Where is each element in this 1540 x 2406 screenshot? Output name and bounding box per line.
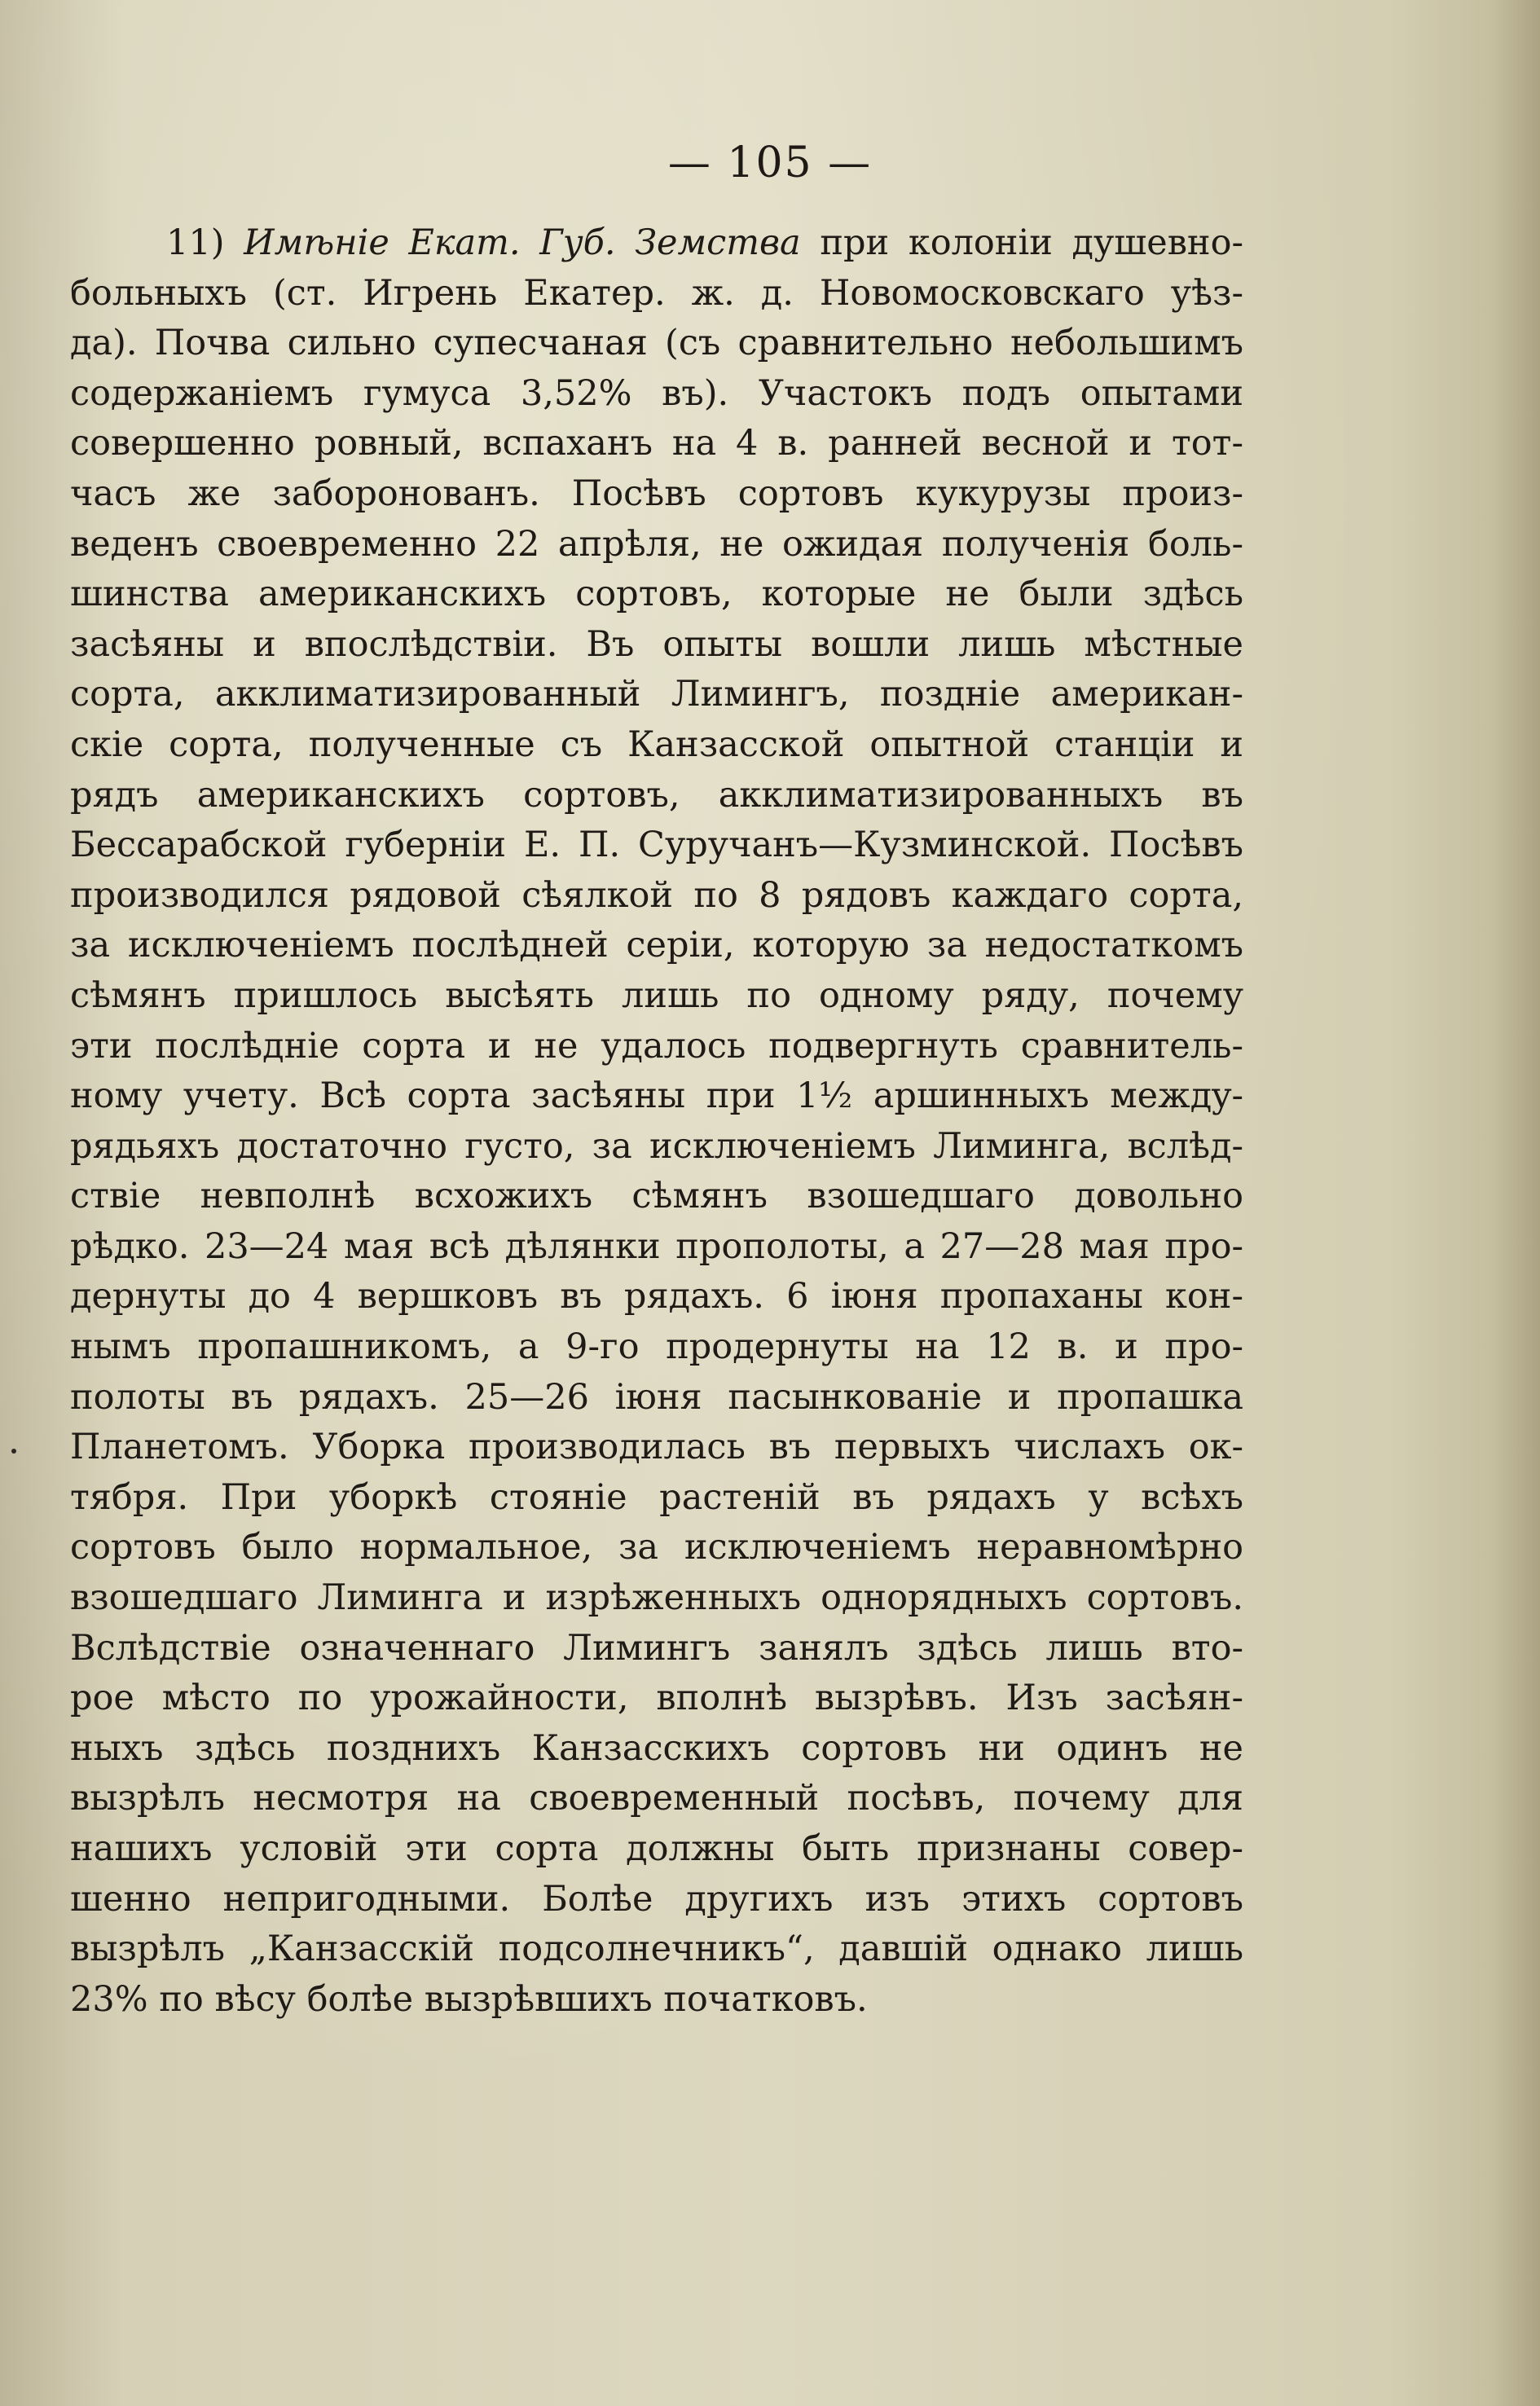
body-paragraph [70, 218, 1243, 2025]
line-1-tail: при колоніи душевно- [800, 222, 1243, 263]
text-line: тября. При уборкѣ стояніе растеній въ рядахъ у всѣхъ [70, 1476, 1243, 1518]
text-line: шинства американскихъ сортовъ, которые не были здѣсь [70, 574, 1243, 615]
text-line-last: 23% по вѣсу болѣе вызрѣвшихъ початковъ. [70, 1978, 868, 2020]
text-line: да). Почва сильно супесчаная (съ сравнительно небольшимъ [70, 323, 1243, 364]
text-line: совершенно ровный, вспаханъ на 4 в. ранней весной и тот- [70, 423, 1243, 464]
text-line: ныхъ здѣсь позднихъ Канзасскихъ сортовъ ни одинъ не [70, 1727, 1243, 1769]
text-line: засѣяны и впослѣдствіи. Въ опыты вошли лишь мѣстные [70, 623, 1243, 665]
text-line: полоты въ рядахъ. 25—26 іюня пасынкованіе и пропашка [70, 1376, 1243, 1418]
margin-speck [11, 1449, 16, 1454]
item-number: 11) [166, 222, 225, 263]
text-line: производился рядовой сѣялкой по 8 рядовъ каждаго сорта, [70, 874, 1243, 916]
estate-title: Имѣніе Екат. Губ. Земства [244, 222, 801, 263]
text-line: содержаніемъ гумуса 3,52% въ). Участокъ подъ опытами [70, 372, 1243, 414]
text-line: Бессарабской губерніи Е. П. Суручанъ—Кузминской. Посѣвъ [70, 825, 1243, 866]
text-line: сѣмянъ пришлось высѣять лишь по одному ряду, почему [70, 974, 1243, 1016]
text-line: нашихъ условій эти сорта должны быть признаны совер- [70, 1828, 1243, 1869]
text-line: ствіе невполнѣ всхожихъ сѣмянъ взошедшаго довольно [70, 1176, 1243, 1217]
text-line: рѣдко. 23—24 мая всѣ дѣлянки прополоты, а 27—28 мая про- [70, 1225, 1243, 1267]
text-line: шенно непригодными. Болѣе другихъ изъ этихъ сортовъ [70, 1878, 1243, 1920]
text-line: сортовъ было нормальное, за исключеніемъ неравномѣрно [70, 1527, 1243, 1568]
text-line: ному учету. Всѣ сорта засѣяны при 1½ аршинныхъ междy- [70, 1075, 1243, 1117]
text-line: Вслѣдствіе означеннаго Лимингъ занялъ здѣсь лишь вто- [70, 1627, 1243, 1669]
text-line: сорта, акклиматизированный Лимингъ, поздніе американ- [70, 674, 1243, 715]
text-line: нымъ пропашникомъ, а 9-го продернуты на 12 в. и про- [70, 1326, 1243, 1368]
page-number: — 105 — [667, 139, 873, 187]
text-line: рое мѣсто по урожайности, вполнѣ вызрѣвъ. Изъ засѣян- [70, 1678, 1243, 1719]
text-line: рядъ американскихъ сортовъ, акклиматизированныхъ въ [70, 774, 1243, 816]
text-line: дернуты до 4 вершковъ въ рядахъ. 6 іюня пропаханы кон- [70, 1276, 1243, 1317]
text-line: рядьяхъ достаточно густо, за исключеніемъ Лиминга, вслѣд- [70, 1125, 1243, 1167]
scan-edge-shadow [1491, 0, 1540, 2406]
text-line: больныхъ (ст. Игрень Екатер. ж. д. Новомосковскаго уѣз- [70, 272, 1243, 314]
text-line: веденъ своевременно 22 апрѣля, не ожидая полученія боль- [70, 523, 1243, 565]
text-line: вызрѣлъ „Канзасскій подсолнечникъ“, давшій однако лишь [70, 1929, 1243, 1970]
text-line: часъ же заборонованъ. Посѣвъ сортовъ кукурузы произ- [70, 473, 1243, 514]
text-line: взошедшаго Лиминга и изрѣженныхъ однорядныхъ сортовъ. [70, 1577, 1243, 1619]
text-line: скіе сорта, полученные съ Канзасской опытной станціи и [70, 724, 1243, 765]
text-line: эти послѣдніе сорта и не удалось подвергнуть сравнитель- [70, 1025, 1243, 1067]
text-line: за исключеніемъ послѣдней серіи, которую за недостаткомъ [70, 925, 1243, 966]
text-line: Планетомъ. Уборка производилась въ первыхъ числахъ ок- [70, 1427, 1243, 1468]
text-line-1 [70, 218, 1243, 269]
text-line: вызрѣлъ несмотря на своевременный посѣвъ, почему для [70, 1778, 1243, 1819]
